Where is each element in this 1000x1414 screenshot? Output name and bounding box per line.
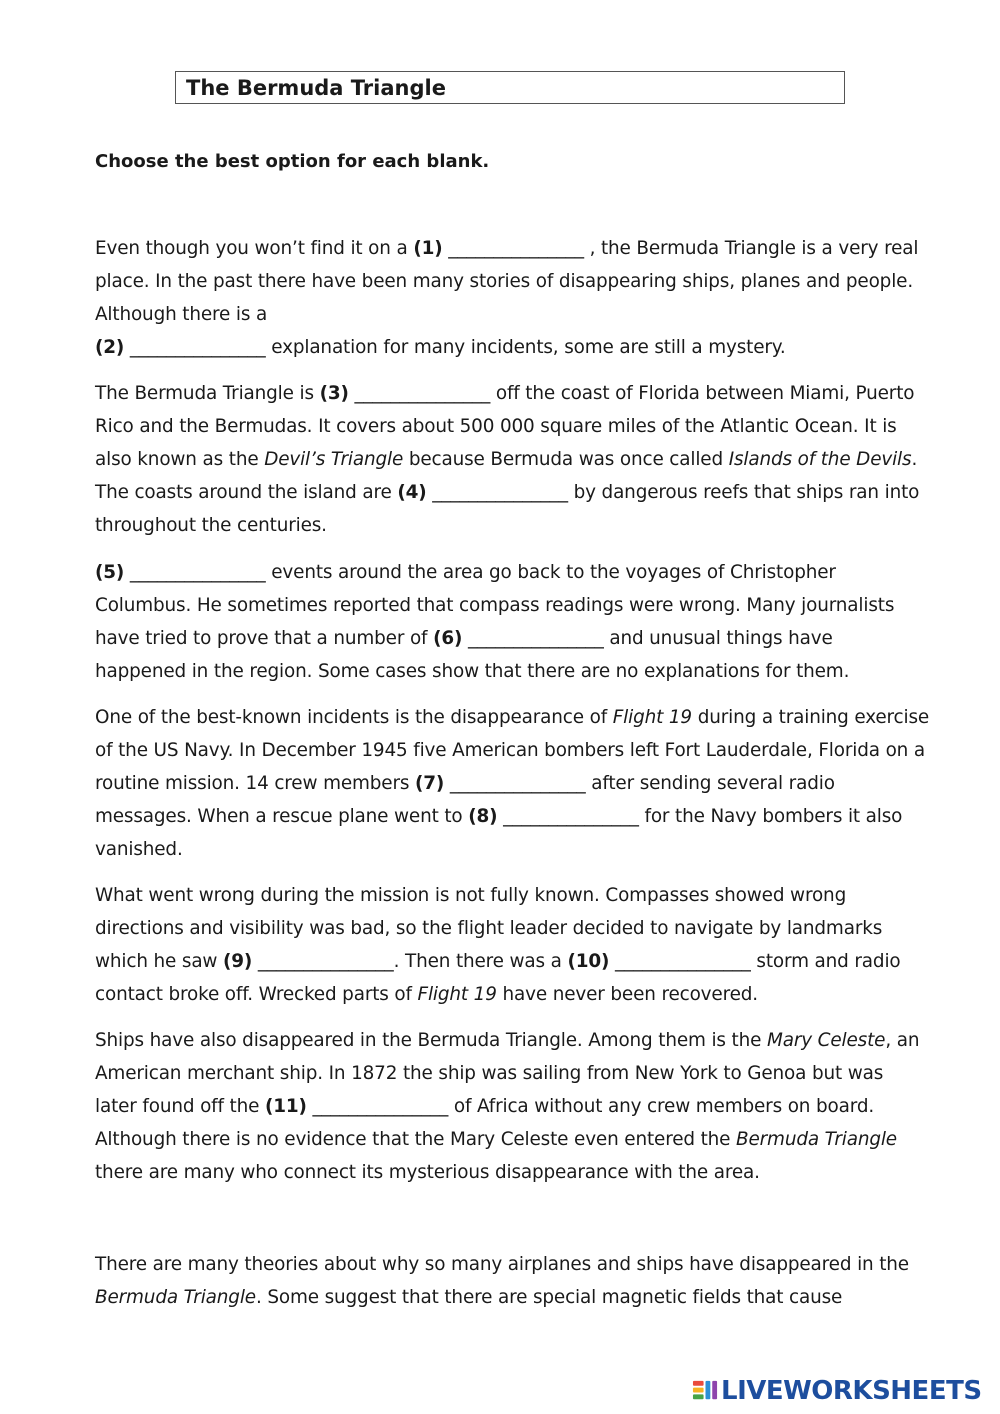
paragraph-2 xyxy=(95,377,965,542)
text: . Then there was a xyxy=(393,951,568,972)
text: of the US Navy. In December 1945 five American bombers left Fort Lauderdale, Florida on a xyxy=(95,740,925,761)
text: Rico and the Bermudas. It covers about 500 000 square miles of the Atlantic Ocean. It is xyxy=(95,416,897,437)
text: have tried to prove that a number of xyxy=(95,628,434,649)
paragraph-4 xyxy=(95,701,965,866)
paragraph-3 xyxy=(95,556,965,688)
page-title: The Bermuda Triangle xyxy=(186,76,446,100)
text: The Bermuda Triangle is xyxy=(95,383,320,404)
blank-10[interactable]: _______________ xyxy=(615,951,751,972)
text: . xyxy=(911,449,918,470)
blank-9[interactable]: _______________ xyxy=(257,951,394,972)
text: of Africa without any crew members on board. xyxy=(448,1096,875,1117)
text: place. In the past there have been many stories of disappearing ships, planes and people. xyxy=(95,271,914,292)
paragraph-1 xyxy=(95,232,965,364)
blank-number: (2) xyxy=(95,337,125,358)
instruction: Choose the best option for each blank. xyxy=(95,151,490,172)
text: Although there is no evidence that the Mary Celeste even entered the xyxy=(95,1129,737,1150)
text: There are many theories about why so many airplanes and ships have disappeared in the xyxy=(95,1254,909,1275)
blank-11[interactable]: _______________ xyxy=(312,1096,449,1117)
title-box xyxy=(175,71,845,104)
text: after sending several radio xyxy=(585,773,835,794)
blank-number: (4) xyxy=(397,482,427,503)
blank-5[interactable]: _______________ xyxy=(129,562,266,583)
liveworksheets-logo-icon xyxy=(692,1378,719,1405)
blank-number: (1) xyxy=(413,238,443,259)
text: Although there is a xyxy=(95,304,268,325)
text: American merchant ship. In 1872 the ship was sailing from New York to Genoa but was xyxy=(95,1063,884,1084)
text: messages. When a rescue plane went to xyxy=(95,806,469,827)
logo-text: LIVEWORKSHEETS xyxy=(721,1376,982,1406)
text: during a training exercise xyxy=(692,707,930,728)
italic-term: Bermuda Triangle xyxy=(736,1129,897,1150)
blank-number: (6) xyxy=(433,628,463,649)
italic-term: Flight 19 xyxy=(612,707,692,728)
blank-number: (7) xyxy=(414,773,445,794)
text: off the coast of Florida between Miami, Puerto xyxy=(490,383,915,404)
blank-number: (3) xyxy=(319,383,349,404)
blank-number: (10) xyxy=(567,951,610,972)
paragraph-7 xyxy=(95,1248,965,1314)
text: for the Navy bombers it also xyxy=(638,806,903,827)
italic-term: Bermuda Triangle xyxy=(95,1287,256,1308)
text: What went wrong during the mission is not fully known. Compasses showed wrong xyxy=(95,885,847,906)
italic-term: Islands of the Devils xyxy=(728,449,912,470)
text: and unusual things have xyxy=(603,628,833,649)
text: storm and radio xyxy=(750,951,901,972)
text: there are many who connect its mysterious disappearance with the area. xyxy=(95,1162,760,1183)
text: Even though you won’t find it on a xyxy=(95,238,414,259)
italic-term: Mary Celeste xyxy=(766,1030,886,1051)
text: which he saw xyxy=(95,951,224,972)
blank-7[interactable]: _______________ xyxy=(449,773,586,794)
blank-number: (5) xyxy=(95,562,125,583)
text: happened in the region. Some cases show that there are no explanations for them. xyxy=(95,661,850,682)
text: also known as the xyxy=(95,449,265,470)
text: vanished. xyxy=(95,839,183,860)
liveworksheets-logo[interactable] xyxy=(692,1373,982,1409)
text: have never been recovered. xyxy=(496,984,758,1005)
text: , the Bermuda Triangle is a very real xyxy=(583,238,919,259)
blank-number: (9) xyxy=(223,951,253,972)
blank-4[interactable]: _______________ xyxy=(432,482,568,503)
text: contact broke off. Wrecked parts of xyxy=(95,984,418,1005)
blank-6[interactable]: _______________ xyxy=(467,628,604,649)
blank-2[interactable]: _______________ xyxy=(129,337,266,358)
text: , an xyxy=(885,1030,920,1051)
paragraph-5 xyxy=(95,879,965,1011)
text: directions and visibility was bad, so the flight leader decided to navigate by landmarks xyxy=(95,918,883,939)
text: throughout the centuries. xyxy=(95,515,327,536)
text: because Bermuda was once called xyxy=(403,449,729,470)
text: One of the best-known incidents is the disappearance of xyxy=(95,707,613,728)
blank-number: (11) xyxy=(264,1096,307,1117)
blank-8[interactable]: _______________ xyxy=(503,806,639,827)
text: by dangerous reefs that ships ran into xyxy=(567,482,920,503)
text: Columbus. He sometimes reported that compass readings were wrong. Many journalists xyxy=(95,595,895,616)
text: events around the area go back to the voyages of Christopher xyxy=(265,562,836,583)
blank-number: (8) xyxy=(468,806,498,827)
italic-term: Flight 19 xyxy=(417,984,497,1005)
text: The coasts around the island are xyxy=(95,482,398,503)
text: Ships have also disappeared in the Bermuda Triangle. Among them is the xyxy=(95,1030,767,1051)
blank-3[interactable]: _______________ xyxy=(354,383,491,404)
text: later found off the xyxy=(95,1096,265,1117)
blank-1[interactable]: _______________ xyxy=(448,238,584,259)
text: . Some suggest that there are special magnetic fields that cause xyxy=(255,1287,843,1308)
text: routine mission. 14 crew members xyxy=(95,773,415,794)
text: explanation for many incidents, some are still a mystery. xyxy=(265,337,786,358)
paragraph-6 xyxy=(95,1024,965,1189)
italic-term: Devil’s Triangle xyxy=(264,449,404,470)
